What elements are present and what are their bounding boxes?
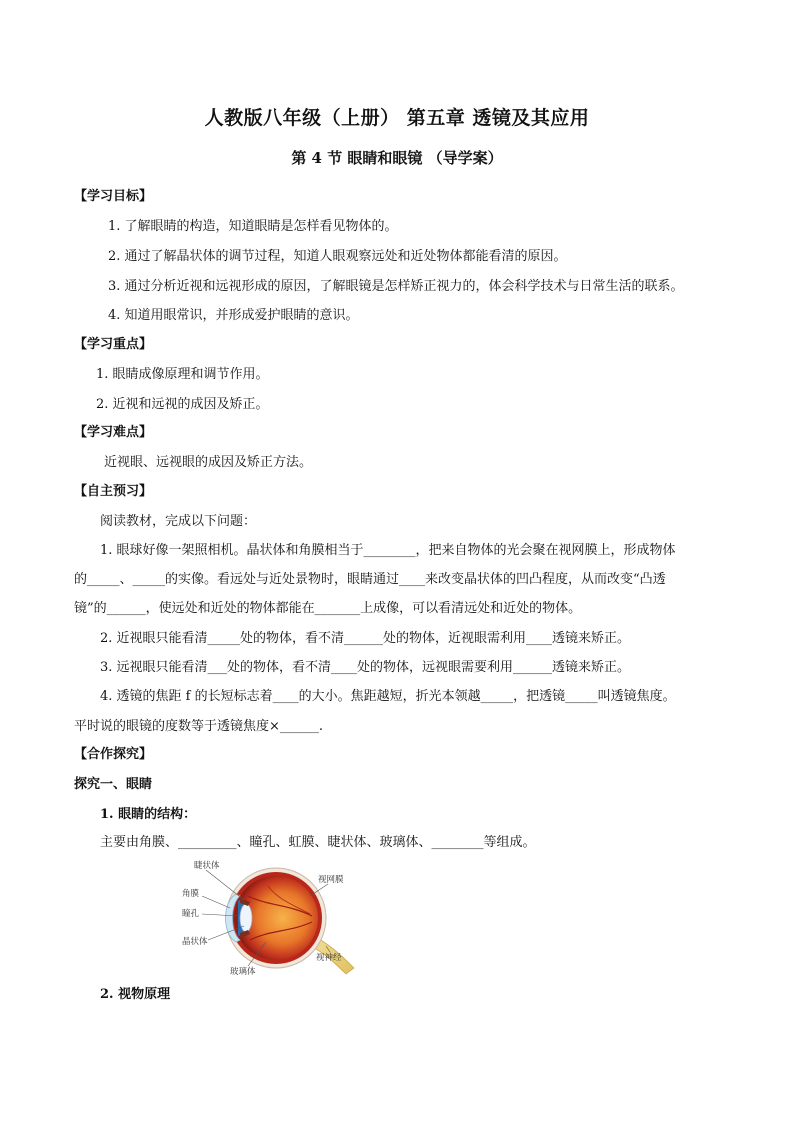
section-preview-heading: 【自主预习】 xyxy=(74,484,153,499)
document-title: 人教版八年级（上册） 第五章 透镜及其应用 xyxy=(204,107,590,129)
structure-text: 主要由角膜、_________、瞳孔、虹膜、睫状体、玻璃体、________等组成。 xyxy=(100,835,536,850)
key-point-item: 2. 近视和远视的成因及矫正。 xyxy=(96,397,269,412)
lens-shape xyxy=(240,904,252,932)
section-key-points-heading: 【学习重点】 xyxy=(74,337,153,352)
preview-line: 平时说的眼镜的度数等于透镜焦度×______. xyxy=(74,719,324,734)
goal-item: 2. 通过了解晶状体的调节过程，知道人眼观察远处和近处物体都能看清的原因。 xyxy=(108,249,567,264)
eye-diagram xyxy=(178,856,378,980)
preview-line: 1. 眼球好像一架照相机。晶状体和角膜相当于________，把来自物体的光会聚在视网膜上，形成物体 xyxy=(100,543,676,558)
section-goals-heading: 【学习目标】 xyxy=(74,189,153,204)
label-optic-nerve: 视神经 xyxy=(316,953,342,963)
document-subtitle: 第 4 节 眼睛和眼镜 （导学案） xyxy=(291,149,503,167)
preview-line: 4. 透镜的焦距 f 的长短标志着____的大小。焦距越短，折光本领越_____，把透镜_____叫透镜焦度。 xyxy=(100,689,676,704)
goal-item: 3. 通过分析近视和远视形成的原因，了解眼镜是怎样矫正视力的，体会科学技术与日常生活的联系。 xyxy=(108,279,684,294)
label-vitreous: 玻璃体 xyxy=(230,967,256,977)
label-ciliary-body: 睫状体 xyxy=(194,861,220,871)
difficulty-text: 近视眼、远视眼的成因及矫正方法。 xyxy=(104,455,313,470)
key-point-item: 1. 眼睛成像原理和调节作用。 xyxy=(96,367,269,382)
explore-title: 探究一、眼睛 xyxy=(74,777,153,792)
preview-line: 的_____、_____的实像。看远处与近处景物时，眼睛通过____来改变晶状体的凹凸程度，从而改变“凸透 xyxy=(74,572,666,587)
goal-item: 1. 了解眼睛的构造，知道眼睛是怎样看见物体的。 xyxy=(108,219,398,234)
structure-heading: 1. 眼睛的结构： xyxy=(100,807,197,822)
preview-line: 2. 近视眼只能看清_____处的物体，看不清______处的物体，近视眼需利用____透镜来矫正。 xyxy=(100,631,631,646)
label-pupil: 瞳孔 xyxy=(182,909,200,919)
preview-line: 3. 远视眼只能看清___处的物体，看不清____处的物体，远视眼需要利用______透镜来矫正。 xyxy=(100,660,631,675)
goal-item: 4. 知道用眼常识，并形成爱护眼睛的意识。 xyxy=(108,308,359,323)
preview-intro: 阅读教材，完成以下问题： xyxy=(100,514,257,529)
preview-line: 镜”的______，使远处和近处的物体都能在_______上成像，可以看清远处和近处的物体。 xyxy=(74,601,582,616)
section-cooperation-heading: 【合作探究】 xyxy=(74,747,153,762)
label-lens: 晶状体 xyxy=(182,937,208,947)
label-retina: 视网膜 xyxy=(318,875,344,885)
principle-heading: 2. 视物原理 xyxy=(100,987,171,1002)
label-cornea: 角膜 xyxy=(182,889,200,899)
section-difficulties-heading: 【学习难点】 xyxy=(74,425,153,440)
